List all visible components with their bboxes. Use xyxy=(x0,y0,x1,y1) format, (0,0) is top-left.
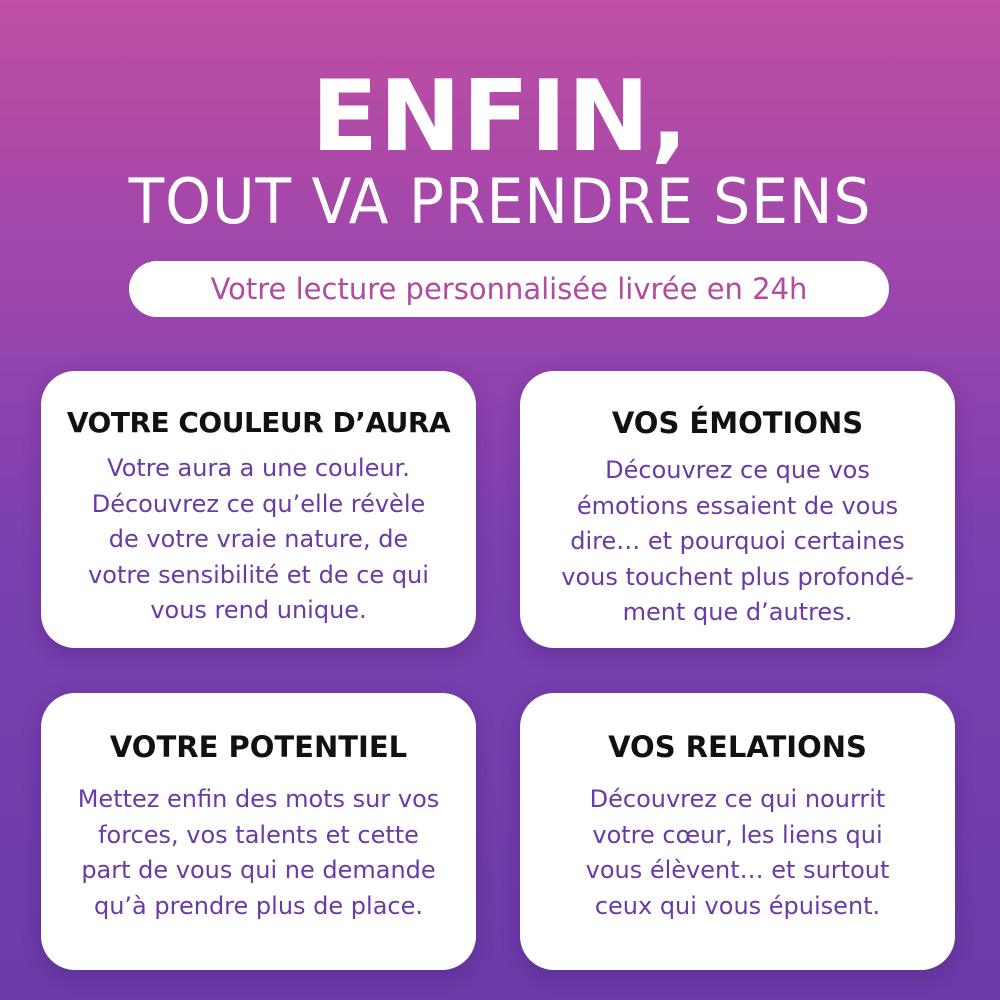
card-body: Votre aura a une couleur. Découvrez ce qu’elle révèle de votre vraie nature, de votre sensibilité et de ce qui vous rend unique. xyxy=(88,454,429,624)
card-aura-color xyxy=(41,371,476,648)
card-emotions xyxy=(520,371,955,648)
card-body: Découvrez ce qui nourrit votre cœur, les liens qui vous élèvent… et surtout ceux qui vous épuisent. xyxy=(585,785,890,920)
headline: ENFIN, xyxy=(311,60,689,174)
card-body: Mettez enfin des mots sur vos forces, vos talents et cette part de vous qui ne demande qu’à prendre plus de place. xyxy=(77,785,440,920)
subheadline: TOUT VA PRENDRE SENS xyxy=(128,165,872,238)
card-title: VOS RELATIONS xyxy=(608,730,867,764)
card-potential xyxy=(41,693,476,970)
delivery-pill xyxy=(129,261,889,317)
card-relations xyxy=(520,693,955,970)
card-title: VOTRE POTENTIEL xyxy=(109,730,408,764)
card-title: VOS ÉMOTIONS xyxy=(611,406,864,440)
delivery-pill-text: Votre lecture personnalisée livrée en 24h xyxy=(210,272,808,306)
card-body: Découvrez ce que vos émotions essaient de vous dire… et pourquoi certaines vous touchent plus profondé- ment que d’autres. xyxy=(561,456,914,626)
card-title: VOTRE COULEUR D’AURA xyxy=(66,406,451,439)
